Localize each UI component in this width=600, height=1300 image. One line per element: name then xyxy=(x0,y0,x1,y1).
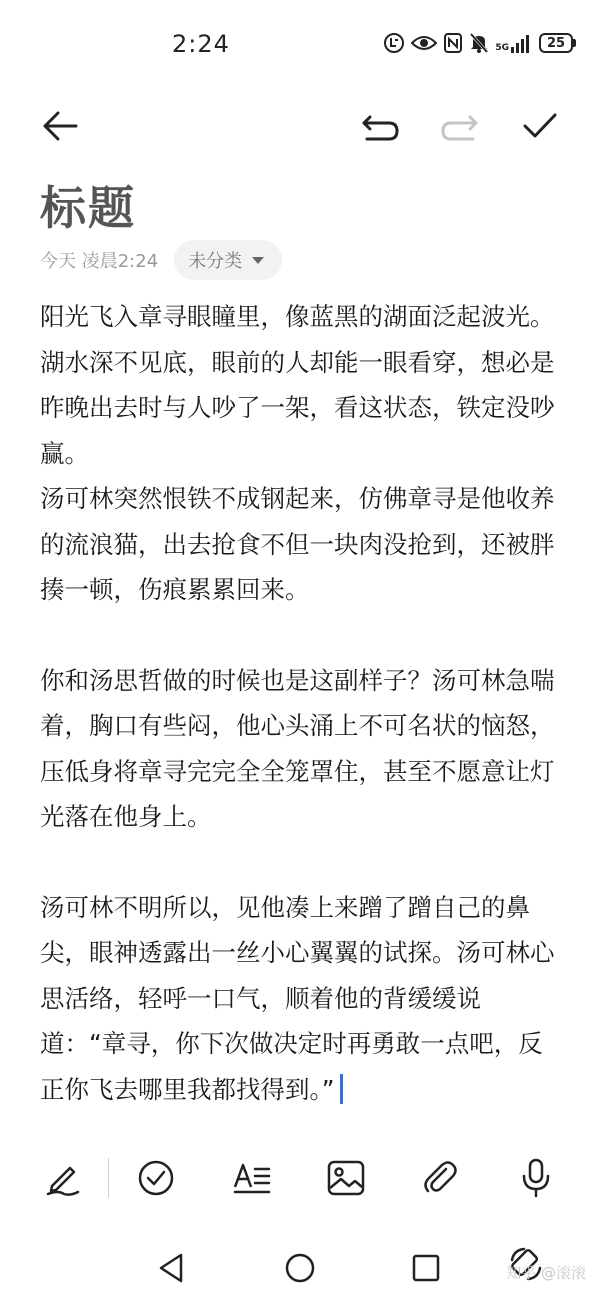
format-toolbar xyxy=(0,1150,600,1206)
note-paragraph-text: 汤可林不明所以，见他凑上来蹭了蹭自己的鼻尖，眼神透露出一丝小心翼翼的试探。汤可林心思活络，轻呼一口气，顺着他的背缓缓说道：“章寻，你下次做决定时再勇敢一点吧，反正你飞去哪里我都找得到。” xyxy=(40,892,555,1104)
redo-icon[interactable] xyxy=(438,108,482,148)
status-bar xyxy=(0,0,600,90)
toolbar-divider xyxy=(108,1158,109,1198)
check-icon[interactable] xyxy=(518,104,562,148)
nfc-icon xyxy=(443,32,463,54)
note-paragraph-last xyxy=(40,885,560,1113)
note-body[interactable] xyxy=(40,294,560,1112)
nav-home-icon[interactable] xyxy=(278,1246,322,1290)
microphone-icon[interactable] xyxy=(514,1156,558,1200)
back-arrow-icon[interactable] xyxy=(38,104,82,148)
battery-level: 25 xyxy=(539,33,573,53)
nfc-like-icon xyxy=(383,32,405,54)
note-paragraph: 阳光飞入章寻眼瞳里，像蓝黑的湖面泛起波光。湖水深不见底，眼前的人却能一眼看穿，想必是昨晚出去时与人吵了一架，看这状态，铁定没吵赢。 xyxy=(40,302,555,468)
battery-icon xyxy=(539,33,576,53)
chevron-down-icon xyxy=(252,257,264,264)
attachment-icon[interactable] xyxy=(418,1156,462,1200)
text-cursor xyxy=(340,1074,343,1104)
editor-toolbar xyxy=(0,100,600,150)
checklist-icon[interactable] xyxy=(134,1156,178,1200)
note-date: 今天 凌晨2:24 xyxy=(40,251,159,272)
note-paragraph: 你和汤思哲做的时候也是这副样子？汤可林急喘着，胸口有些闷，他心头涌上不可名状的恼怒，压低身将章寻完完全全笼罩住，甚至不愿意让灯光落在他身上。 xyxy=(40,665,555,831)
eye-icon xyxy=(411,33,437,53)
image-icon[interactable] xyxy=(324,1156,368,1200)
category-dropdown[interactable] xyxy=(174,240,282,280)
note-paragraph: 汤可林突然恨铁不成钢起来，仿佛章寻是他收养的流浪猫，出去抢食不但一块肉没抢到，还被胖揍一顿，伤痕累累回来。 xyxy=(40,484,555,604)
watermark: 知乎 @滚滚 xyxy=(506,1264,586,1282)
note-title[interactable]: 标题 xyxy=(40,181,136,235)
signal-icon xyxy=(495,33,533,53)
text-format-icon[interactable] xyxy=(230,1156,274,1200)
network-label: 5G xyxy=(495,43,509,53)
category-label: 未分类 xyxy=(188,251,243,272)
handwriting-icon[interactable] xyxy=(40,1156,84,1200)
undo-icon[interactable] xyxy=(358,108,402,148)
note-meta xyxy=(40,240,282,280)
nav-recents-icon[interactable] xyxy=(404,1246,448,1290)
status-time: 2:24 xyxy=(172,30,230,58)
mute-icon xyxy=(469,32,489,54)
status-icons xyxy=(383,32,576,54)
nav-back-icon[interactable] xyxy=(150,1246,194,1290)
